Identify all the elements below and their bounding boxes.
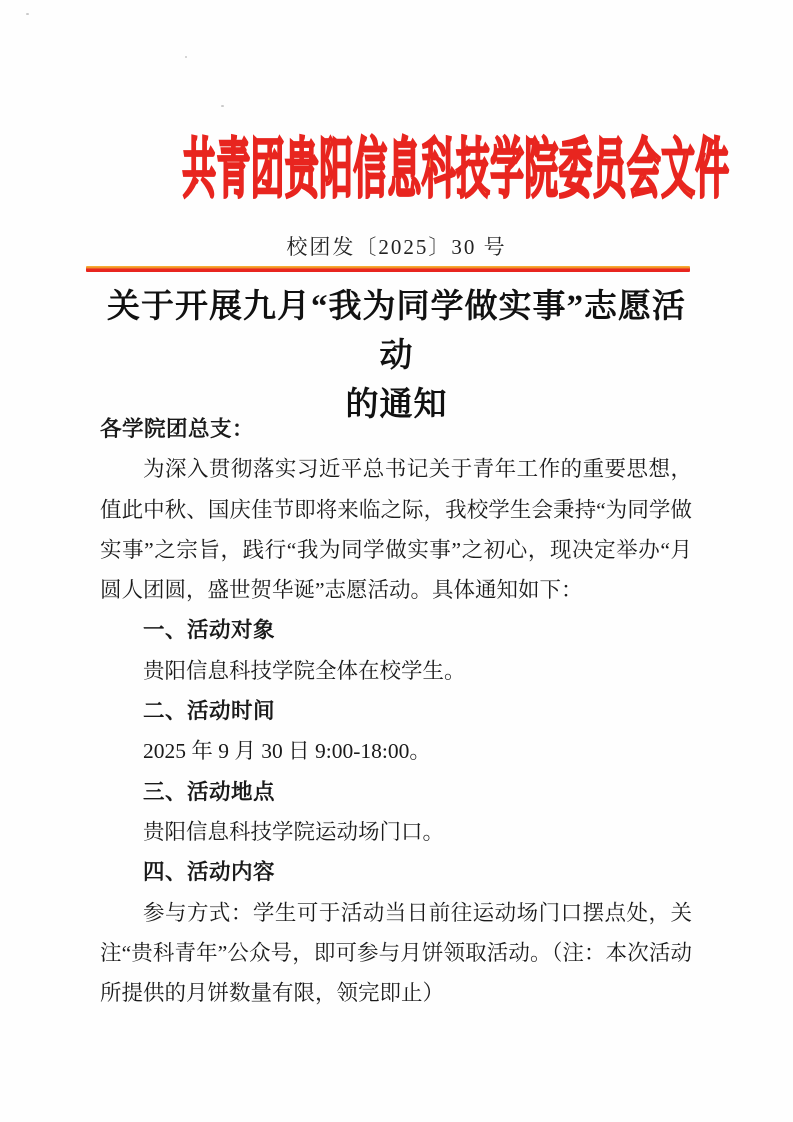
section-heading-4: 四、活动内容 xyxy=(143,860,276,885)
section-heading-2: 二、活动时间 xyxy=(143,699,276,724)
section-body-4: 参与方式：学生可于活动当日前往运动场门口摆点处，关注“贵科青年”公众号，即可参与月饼领取活动。（注：本次活动所提供的月饼数量有限，领完即止） xyxy=(100,900,692,1006)
document-number: 校团发〔2025〕30 号 xyxy=(286,235,507,259)
section-body-1: 贵阳信息科技学院全体在校学生。 xyxy=(143,658,466,683)
salutation: 各学院团总支： xyxy=(100,417,255,441)
scan-speck xyxy=(26,13,29,15)
intro-paragraph: 为深入贯彻落实习近平总书记关于青年工作的重要思想，值此中秋、国庆佳节即将来临之际，我校学生会秉持“为同学做实事”之宗旨，践行“我为同学做实事”之初心，现决定举办“月圆人团圆，盛世贺华诞”志愿活动。具体通知如下： xyxy=(100,457,692,603)
letterhead xyxy=(0,134,793,218)
red-separator-rule xyxy=(86,266,690,272)
section-heading-3: 三、活动地点 xyxy=(143,779,276,804)
section-heading-1: 一、活动对象 xyxy=(143,618,276,643)
letterhead-title: 共青团贵阳信息科技学院委员会文件 xyxy=(182,134,730,206)
scan-speck xyxy=(185,56,187,58)
section-body-2: 2025 年 9 月 30 日 9:00-18:00。 xyxy=(143,739,431,764)
document-title-line2: 的通知 xyxy=(345,387,448,423)
scan-speck xyxy=(221,105,224,107)
section-body-3: 贵阳信息科技学院运动场门口。 xyxy=(143,819,445,844)
document-body xyxy=(100,409,692,1013)
document-title xyxy=(100,283,693,430)
document-title-line1: 关于开展九月“我为同学做实事”志愿活动 xyxy=(107,289,686,374)
